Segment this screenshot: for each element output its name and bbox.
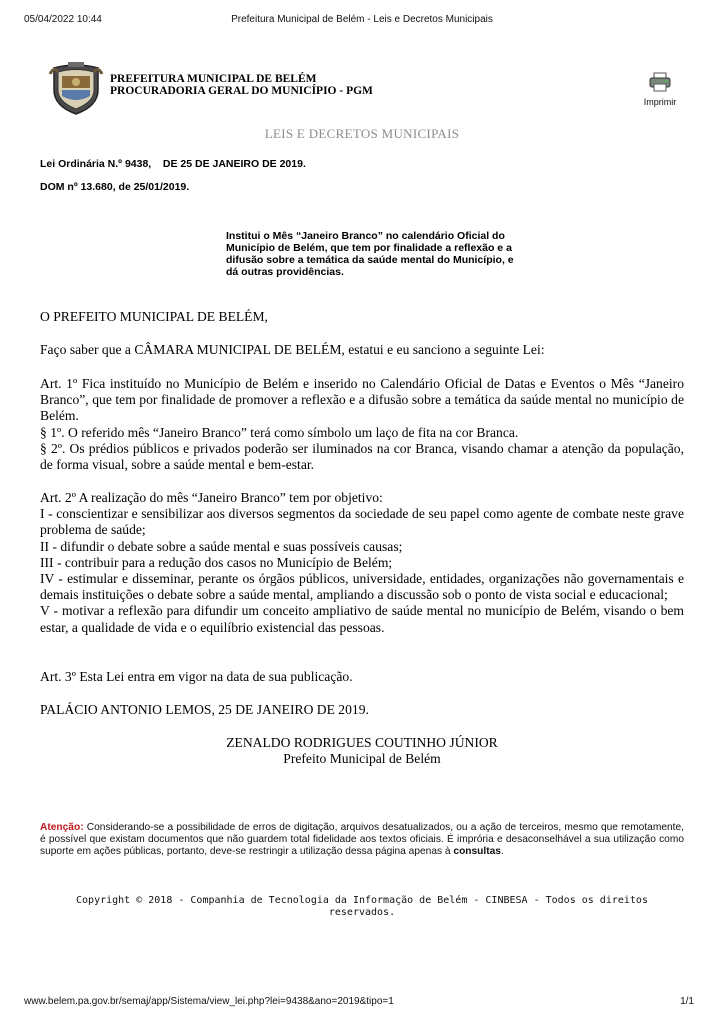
law-summary: Institui o Mês “Janeiro Branco” no calendário Oficial do Município de Belém, que tem por finalidade a reflexão e a difusão sobre a temática da saúde mental do Município, e dá outras providências. — [226, 230, 514, 278]
section-title: LEIS E DECRETOS MUNICIPAIS — [264, 126, 460, 141]
disclaimer-label: Atenção: — [40, 822, 84, 833]
print-button[interactable] — [640, 72, 680, 107]
signatory-name: ZENALDO RODRIGUES COUTINHO JÚNIOR — [226, 735, 498, 750]
article-2-item-v: V - motivar a reflexão para difundir um conceito ampliativo de saúde mental no município de Belém, visando o bem estar, a qualidade de vida e o equilíbrio existencial das pessoas. — [40, 603, 684, 635]
article-1-paragraph-1: § 1º. O referido mês “Janeiro Branco” terá como símbolo um laço de fita na cor Branca. — [40, 424, 519, 440]
article-1-paragraph-2: § 2º. Os prédios públicos e privados poderão ser iluminados na cor Branca, visando chamar a atenção da população, de forma visual, sobre a saúde mental e bem-estar. — [40, 440, 684, 473]
article-2-caput: Art. 2º A realização do mês “Janeiro Branco” tem por objetivo: — [40, 490, 383, 505]
disclaimer-end: . — [500, 846, 504, 858]
signing-place-date: PALÁCIO ANTONIO LEMOS, 25 DE JANEIRO DE 2019. — [40, 702, 369, 717]
law-identifier: Lei Ordinária N.º 9438, DE 25 DE JANEIRO DE 2019. — [40, 158, 306, 170]
print-datetime: 05/04/2022 10:44 — [24, 14, 102, 25]
printer-icon — [640, 72, 680, 97]
copyright-footer: Copyright © 2018 - Companhia de Tecnologia da Informação de Belém - CINBESA - Todos os direitos reservados. — [76, 895, 648, 918]
dom-reference: DOM nº 13.680, de 25/01/2019. — [40, 181, 190, 193]
coat-of-arms-icon — [48, 60, 104, 116]
article-2-item-i: I - conscientizar e sensibilizar aos diversos segmentos da sociedade de seu papel como agente de combate neste grave problema de saúde; — [40, 506, 684, 538]
signature-block — [0, 735, 724, 767]
article-1 — [40, 376, 684, 473]
disclaimer-bold-term: consultas — [453, 846, 501, 858]
signatory-role: Prefeito Municipal de Belém — [283, 751, 441, 766]
article-3: Art. 3º Esta Lei entra em vigor na data de sua publicação. — [40, 669, 353, 684]
header-line-2: PROCURADORIA GERAL DO MUNICÍPIO - PGM — [110, 85, 373, 97]
print-page-number: 1/1 — [680, 996, 694, 1007]
print-url: www.belem.pa.gov.br/semaj/app/Sistema/view_lei.php?lei=9438&ano=2019&tipo=1 — [24, 996, 394, 1007]
article-2-item-ii: II - difundir o debate sobre a saúde mental e suas possíveis causas; — [40, 538, 403, 554]
header-line-1: PREFEITURA MUNICIPAL DE BELÉM — [110, 73, 317, 85]
article-1-caput: Art. 1º Fica instituído no Município de Belém e inserido no Calendário Oficial de Datas e Eventos o Mês “Janeiro Branco”, que tem por finalidade de promover a reflexão e a difusão sobre a temática da saúde mental no município de Belém. — [40, 376, 684, 424]
print-label: Imprimir — [643, 97, 677, 107]
opening-line: O PREFEITO MUNICIPAL DE BELÉM, — [40, 309, 268, 324]
article-2-item-iv: IV - estimular e disseminar, perante os órgãos públicos, universidade, entidades, organizações não governamentais e demais instituições o debate sobre a saúde mental, ampliando a discussão sob o ponto de vista social e educacional; — [40, 571, 684, 603]
article-2-item-iii: III - contribuir para a redução dos casos no Município de Belém; — [40, 554, 393, 570]
enactment-clause: Faço saber que a CÂMARA MUNICIPAL DE BELÉM, estatui e eu sanciono a seguinte Lei: — [40, 342, 545, 357]
print-page-title: Prefeitura Municipal de Belém - Leis e Decretos Municipais — [231, 14, 493, 25]
disclaimer-notice — [40, 822, 684, 859]
article-2 — [40, 490, 684, 636]
disclaimer-text: Considerando-se a possibilidade de erros de digitação, arquivos desatualizados, ou a ação de terceiros, mesmo que remotamente, é possível que existam documentos que não guardem total fidelidade aos textos oficiais. É imprória e desaconselhável a sua utilização como suporte em ações públicas, portanto, deve-se restringir a utilização dessa página apenas à — [40, 822, 684, 858]
